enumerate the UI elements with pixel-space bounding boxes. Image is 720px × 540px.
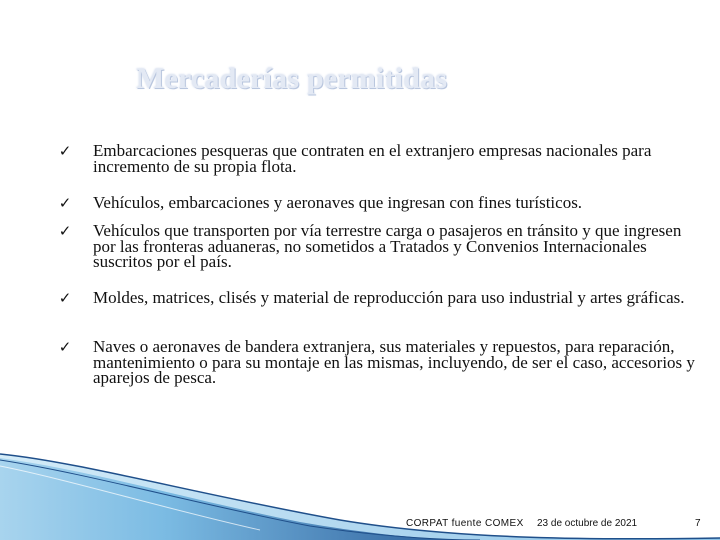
checkmark-icon: ✓ xyxy=(58,338,72,356)
footer-source: CORPAT fuente COMEX xyxy=(406,518,524,529)
checkmark-icon: ✓ xyxy=(58,289,72,307)
bullet-text: Vehículos, embarcaciones y aeronaves que ingresan con fines turísticos. xyxy=(93,193,583,212)
checkmark-icon: ✓ xyxy=(58,222,72,240)
slide-title: Mercaderías permitidas xyxy=(136,62,448,95)
bullet-text: Vehículos que transporten por vía terrestre carga o pasajeros en tránsito y que ingresen por las fronteras aduaneras, no sometidos a Tratados y Convenios Internacionales suscritos por el país. xyxy=(93,221,682,271)
footer-date: 23 de octubre de 2021 xyxy=(537,518,638,529)
checkmark-icon: ✓ xyxy=(58,142,72,160)
page-number: 7 xyxy=(695,518,701,529)
bullet-text: Embarcaciones pesqueras que contraten en el extranjero empresas nacionales para incremento de su propia flota. xyxy=(93,141,652,176)
bullet-text: Naves o aeronaves de bandera extranjera, sus materiales y repuestos, para reparación, mantenimiento o para su montaje en las mismas, incluyendo, de ser el caso, accesorios y aparejos de pesca. xyxy=(93,337,695,387)
bullet-text: Moldes, matrices, clisés y material de reproducción para uso industrial y artes gráficas. xyxy=(93,288,685,307)
checkmark-icon: ✓ xyxy=(58,194,72,212)
